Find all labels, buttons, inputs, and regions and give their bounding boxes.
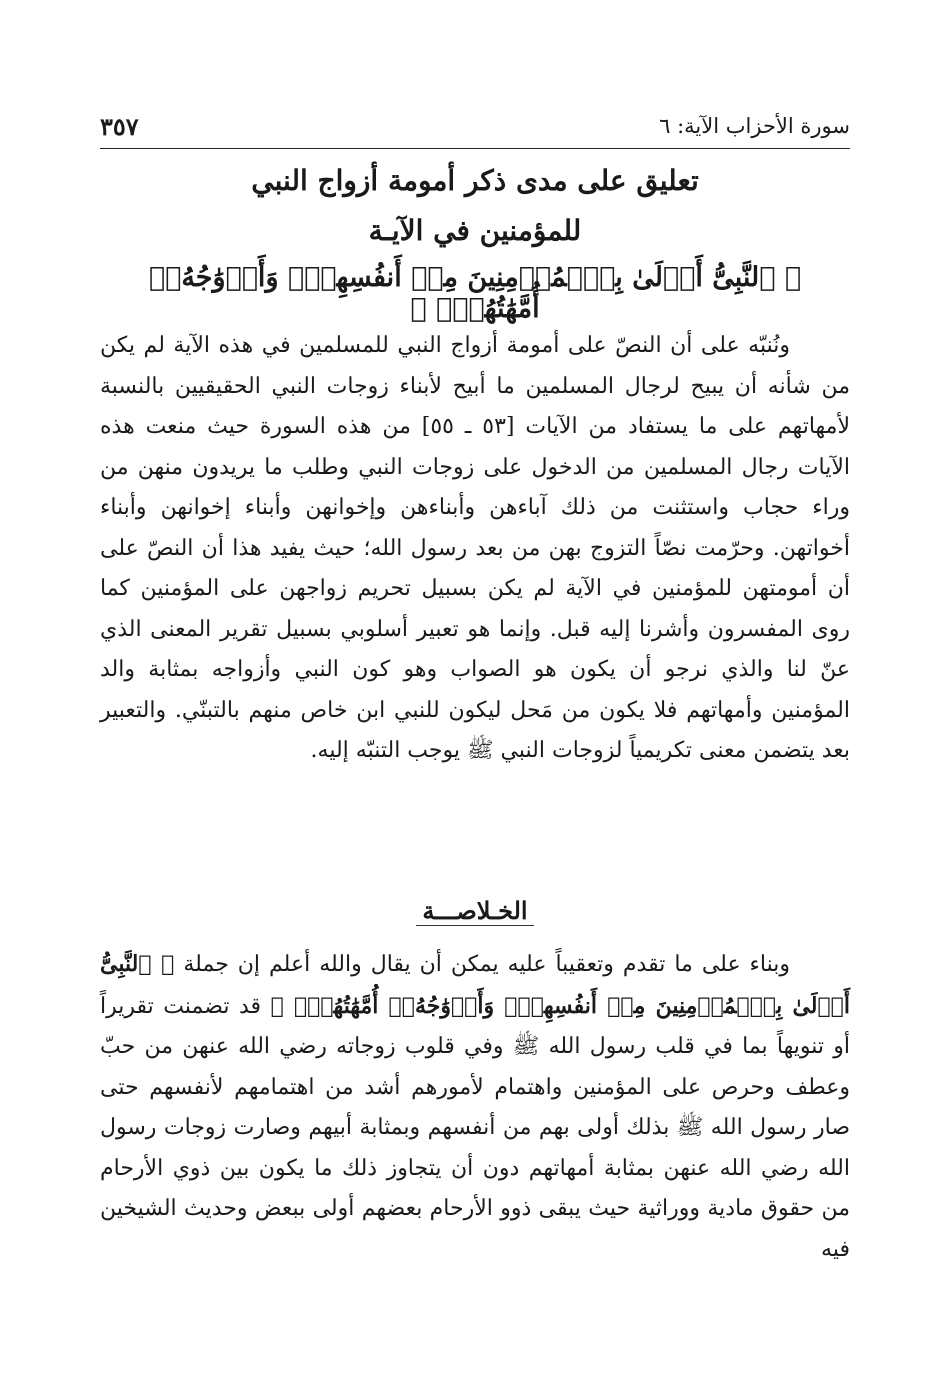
page-number: ٣٥٧ <box>100 112 139 141</box>
summary-intro: وبناء على ما تقدم وتعقيباً عليه يمكن أن يقال والله أعلم إن جملة <box>183 952 790 977</box>
quran-verse: ﴿ ٱلنَّبِىُّ أَوۡلَىٰ بِٱلۡمُؤۡمِنِينَ مِنۡ أَنفُسِهِمۡۖ وَأَزۡوَٰجُهُۥٓ أُمَّهَٰتُهُمۡۗ ﴾ <box>148 262 802 324</box>
summary-heading-text: الخـلاصـــة <box>416 896 533 926</box>
header-title: سورة الأحزاب الآية: ٦ <box>659 114 850 138</box>
summary-paragraph <box>100 944 850 1270</box>
summary-rest: قد تضمنت تقريراً أو تنويهاً بما في قلب رسول الله ﷺ وفي قلوب زوجاته رضي الله عنهن من حبّ وعطف وحرص على المؤمنين واهتمام لأمورهم أشد من اهتمامهم لأنفسهم حتى صار رسول الله ﷺ بذلك أولى بهم من أنفسهم وبمثابة أبيهم وصارت زوجات رسول الله رضي الله عنهن بمثابة أمهاتهم دون أن يتجاوز ذلك ما يكون بين ذوي الأرحام من حقوق مادية ووراثية حيث يبقى ذوو الأرحام بعضهم أولى ببعض وحديث الشيخين فيه <box>100 993 851 1262</box>
running-header <box>100 112 850 149</box>
section-title-line1: تعليق على مدى ذكر أمومة أزواج النبي <box>251 164 699 197</box>
summary-quran-verse: ﴿ ٱلنَّبِىُّ أَوۡلَىٰ بِٱلۡمُؤۡمِنِينَ مِنۡ أَنفُسِهِمۡۖ وَأَزۡوَٰجُهُۥٓ أُمَّهَٰتُهُمۡۗ ﴾ <box>100 951 850 1019</box>
commentary-paragraph: ونُنبّه على أن النصّ على أمومة أزواج النبي للمسلمين في هذه الآية لم يكن من شأنه أن يبيح لرجال المسلمين ما أبيح لأبناء زوجات النبي الحقيقيين بالنسبة لأمهاتهم على ما يستفاد من الآيات [٥٣ ـ ٥٥] من هذه السورة حيث منعت هذه الآيات رجال المسلمين من الدخول على زوجات النبي وطلب ما يريدون منهن من وراء حجاب واستثنت من ذلك آباءهن وأبناءهن وإخوانهن وأبناء إخوانهن وأبناء أخواتهن. وحرّمت نصّاً التزوج بهن من بعد رسول الله؛ حيث يفيد هذا أن النصّ على أن أمومتهن للمؤمنين في الآية لم يكن بسبيل تحريم زواجهن على المؤمنين كما روى المفسرون وأشرنا إليه قبل. وإنما هو تعبير أسلوبي بسبيل تقرير المعنى الذي عنّ لنا والذي نرجو أن يكون هو الصواب وهو كون النبي وأزواجه بمثابة والد المؤمنين وأمهاتهم فلا يكون من مَحل ليكون للنبي ابن خاص منهم بالتبنّي. والتعبير بعد يتضمن معنى تكريمياً لزوجات النبي ﷺ يوجب التنبّه إليه. <box>100 333 850 763</box>
summary-heading <box>100 896 850 925</box>
section-title-line2: للمؤمنين في الآيـة <box>368 214 582 247</box>
